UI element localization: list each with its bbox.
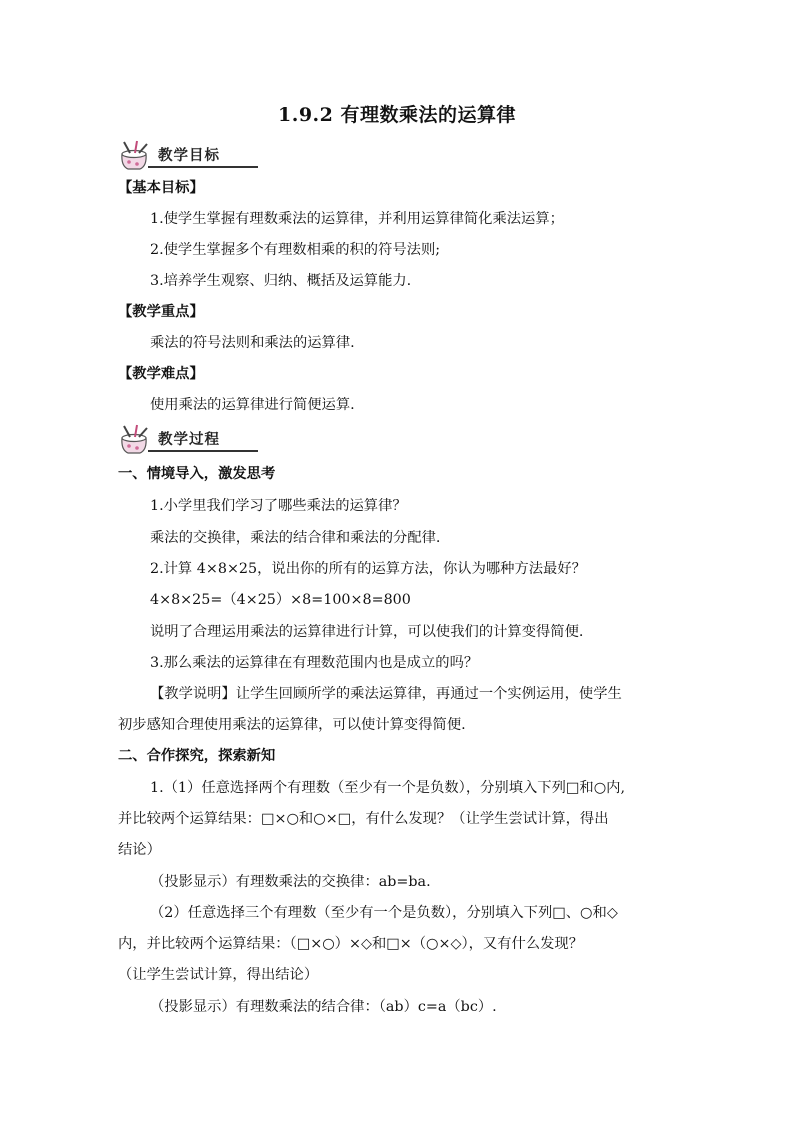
- heading-explore: 二、合作探究，探索新知: [118, 748, 276, 764]
- text-line: 2.计算 4×8×25，说出你的所有的运算方法，你认为哪种方法最好？: [150, 561, 586, 577]
- text-line: （2）任意选择三个有理数（至少有一个是负数），分别填入下列□、○和◇: [150, 905, 618, 921]
- page-title: 1.9.2 有理数乘法的运算律: [277, 104, 516, 126]
- text-line: 内，并比较两个运算结果：（□×○）×◇和□×（○×◇），又有什么发现？: [118, 936, 583, 952]
- text-line: （投影显示）有理数乘法的交换律：ab=ba.: [150, 874, 431, 890]
- pencil-cup-icon: [118, 140, 152, 172]
- section-underline: [148, 450, 258, 452]
- section-label: 教学过程: [158, 432, 220, 448]
- text-line: 3.那么乘法的运算律在有理数范围内也是成立的吗？: [150, 655, 479, 671]
- section-header-process: [118, 424, 242, 456]
- text-line: 1.使学生掌握有理数乘法的运算律，并利用运算律简化乘法运算；: [150, 211, 564, 227]
- text-line: 说明了合理运用乘法的运算律进行计算，可以使我们的计算变得简便.: [150, 624, 584, 640]
- section-label: 教学目标: [158, 148, 220, 164]
- text-line: 初步感知合理使用乘法的运算律，可以使计算变得简便.: [118, 717, 466, 733]
- text-line: 结论）: [118, 842, 161, 858]
- heading-basic-goals: 【基本目标】: [118, 180, 204, 196]
- text-line: 1.小学里我们学习了哪些乘法的运算律？: [150, 498, 407, 514]
- section-underline: [148, 166, 258, 168]
- heading-key-points: 【教学重点】: [118, 304, 204, 320]
- teaching-note-line: 【教学说明】让学生回顾所学的乘法运算律，再通过一个实例运用，使学生: [150, 686, 622, 702]
- text-line: 乘法的符号法则和乘法的运算律.: [150, 335, 355, 351]
- text-line: 2.使学生掌握多个有理数相乘的积的符号法则;: [150, 242, 441, 258]
- text-line: （投影显示）有理数乘法的结合律：（ab）c=a（bc）.: [150, 999, 497, 1015]
- text-line: （让学生尝试计算，得出结论）: [118, 967, 319, 983]
- text-line: 乘法的交换律，乘法的结合律和乘法的分配律.: [150, 530, 441, 546]
- text-line: 使用乘法的运算律进行简便运算.: [150, 397, 355, 413]
- section-header-objectives: [118, 140, 242, 172]
- text-line: 1.（1）任意选择两个有理数（至少有一个是负数），分别填入下列□和○内,: [150, 780, 626, 796]
- text-line: 并比较两个运算结果：□×○和○×□，有什么发现？（让学生尝试计算，得出: [118, 811, 609, 827]
- text-line: 4×8×25=（4×25）×8=100×8=800: [150, 592, 411, 608]
- heading-difficulties: 【教学难点】: [118, 366, 204, 382]
- text-line: 3.培养学生观察、归纳、概括及运算能力.: [150, 273, 412, 289]
- heading-intro: 一、情境导入，激发思考: [118, 466, 276, 482]
- pencil-cup-icon: [118, 424, 152, 456]
